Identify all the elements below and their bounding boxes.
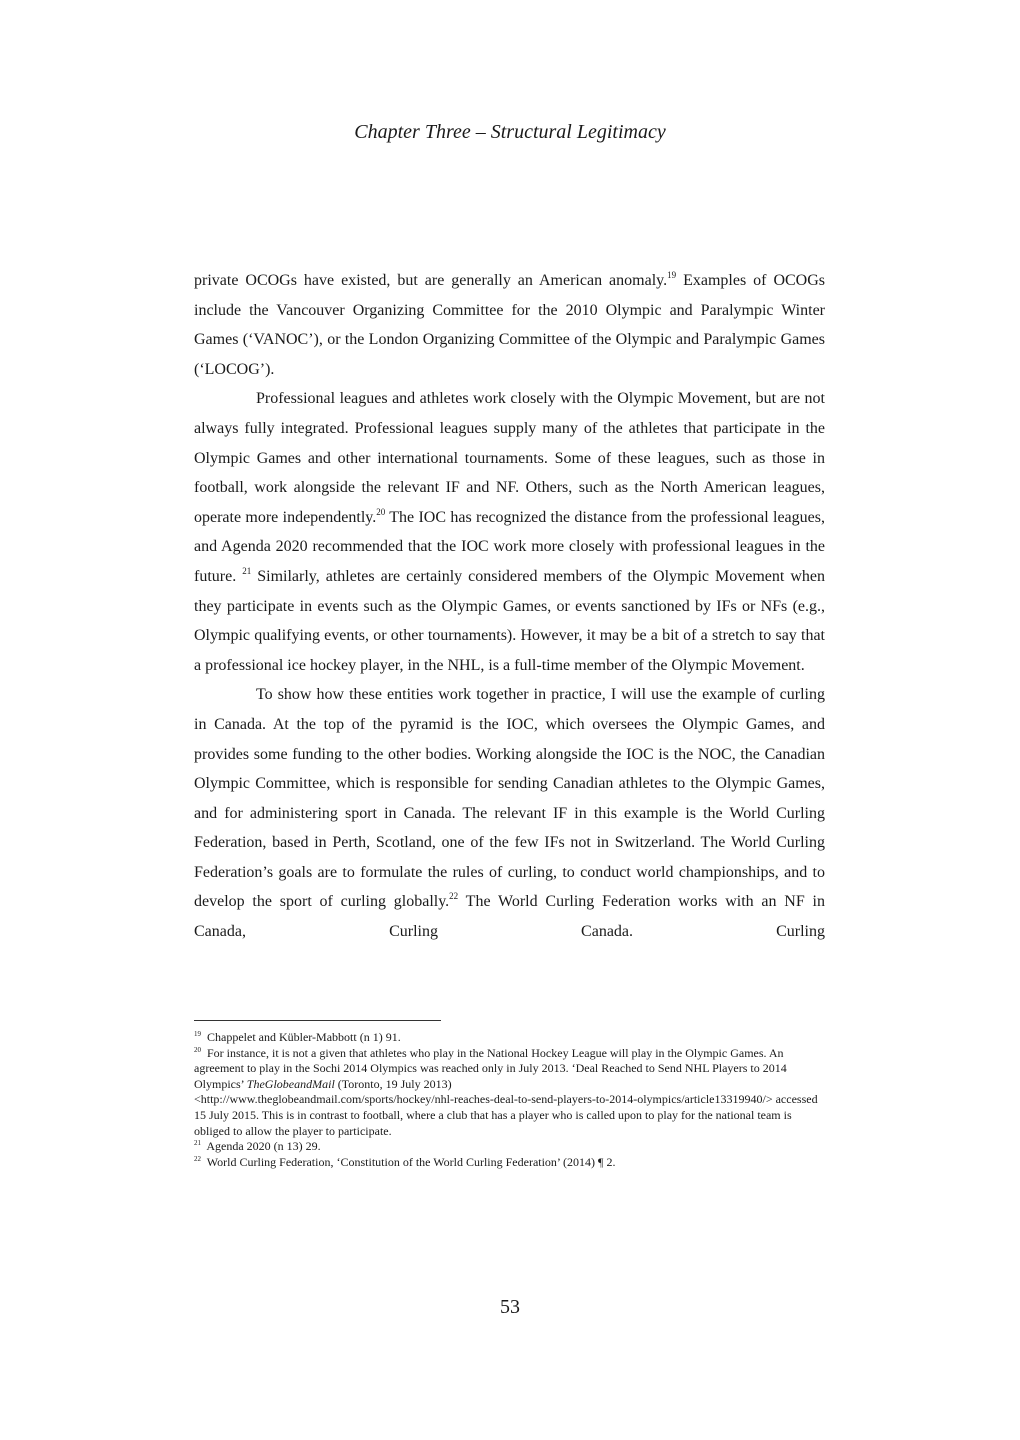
running-head: Chapter Three – Structural Legitimacy	[354, 121, 666, 143]
footnote-number: 22	[194, 1154, 201, 1163]
footnote-21	[194, 1139, 825, 1155]
paragraph-3-text-a: To show how these entities work together in practice, I will use the example of curling in Canada. At the top of the pyramid is the IOC, which oversees the Olympic Games, and provides some funding to the other bodies. Working alongside the IOC is the NOC, the Canadian Olympic Committee, which is responsible for sending Canadian athletes to the Olympic Games, and for administering sport in Canada. The relevant IF in this example is the World Curling Federation, based in Perth, Scotland, one of the few IFs not in Switzerland. The World Curling Federation’s goals are to formulate the rules of curling, to conduct world championships, and to develop the sport of curling globally.	[194, 686, 825, 911]
footnote-text: Chappelet and Kübler-Mabbott (n 1) 91.	[207, 1030, 401, 1044]
footnote-ref-20[interactable]: 20	[376, 506, 386, 517]
footnote-number: 19	[194, 1030, 201, 1038]
paragraph-3-text-b: The World Curling Federation works with an NF in Canada, Curling Canada. Curling	[194, 893, 825, 941]
paragraph-2-text-b: The IOC has recognized the distance from the professional leagues, and Agenda 2020 recommended that the IOC work more closely with professional leagues in the future.	[194, 508, 825, 585]
footnote-separator	[194, 1020, 441, 1021]
footnote-text: accessed 15 July 2015. This is in contrast to football, where a club that has a player who is called upon to play for the national team is obliged to allow the player to participate.	[194, 1092, 818, 1138]
footnote-text: World Curling Federation, ‘Constitution of the World Curling Federation’ (2014) ¶ 2.	[206, 1154, 616, 1169]
footnote-22	[194, 1155, 825, 1171]
paragraph-1-text-a: private OCOGs have existed, but are generally an American anomaly.	[194, 272, 668, 289]
footnote-text: For instance, it is not a given that athletes who play in the National Hockey League will play in the Olympic Games. An agreement to play in the Sochi 2014 Olympics was reached only in July 2013. ‘Deal Reached to Send NHL Players to 2014 Olympics’	[194, 1045, 787, 1091]
footnote-ref-21[interactable]: 21	[242, 565, 252, 576]
page-number: 53	[500, 1296, 520, 1318]
footnote-number: 21	[194, 1139, 201, 1148]
footnote-19	[194, 1030, 825, 1046]
paragraph-3	[194, 680, 825, 946]
footnote-url-link[interactable]: <http://www.theglobeandmail.com/sports/hockey/nhl-reaches-deal-to-send-players-to-2014-olympics/article13319940/>	[194, 1092, 773, 1107]
paragraph-2-text-a: Professional leagues and athletes work closely with the Olympic Movement, but are not always fully integrated. Professional leagues supply many of the athletes that participate in the Olympic Games and other international tournaments. Some of these leagues, such as those in football, work alongside the relevant IF and NF. Others, such as the North American leagues, operate more independently.	[194, 390, 825, 526]
paragraph-2-text-c: Similarly, athletes are certainly considered members of the Olympic Movement when they participate in events such as the Olympic Games, or events sanctioned by IFs or NFs (e.g., Olympic qualifying events, or other tournaments). However, it may be a bit of a stretch to say that a professional ice hockey player, in the NHL, is a full-time member of the Olympic Movement.	[194, 567, 825, 674]
body-text	[194, 266, 825, 947]
footnotes	[194, 1030, 825, 1170]
footnote-ref-22[interactable]: 22	[449, 891, 459, 902]
footnote-text: (Toronto, 19 July 2013)	[334, 1076, 452, 1091]
footnote-ref-19[interactable]: 19	[667, 270, 677, 280]
footnote-number: 20	[194, 1045, 201, 1054]
footnote-text: Agenda 2020 (n 13) 29.	[206, 1139, 321, 1154]
paragraph-1-text-b: Examples of OCOGs include the Vancouver Organizing Committee for the 2010 Olympic and Paralympic Winter Games (‘VANOC’), or the London Organizing Committee of the Olympic and Paralympic Games (‘LOCOG’).	[194, 272, 826, 378]
footnote-20	[194, 1046, 825, 1140]
publication-title: TheGlobeandMail	[246, 1076, 335, 1091]
paragraph-2	[194, 384, 825, 680]
paragraph-1	[194, 266, 825, 384]
